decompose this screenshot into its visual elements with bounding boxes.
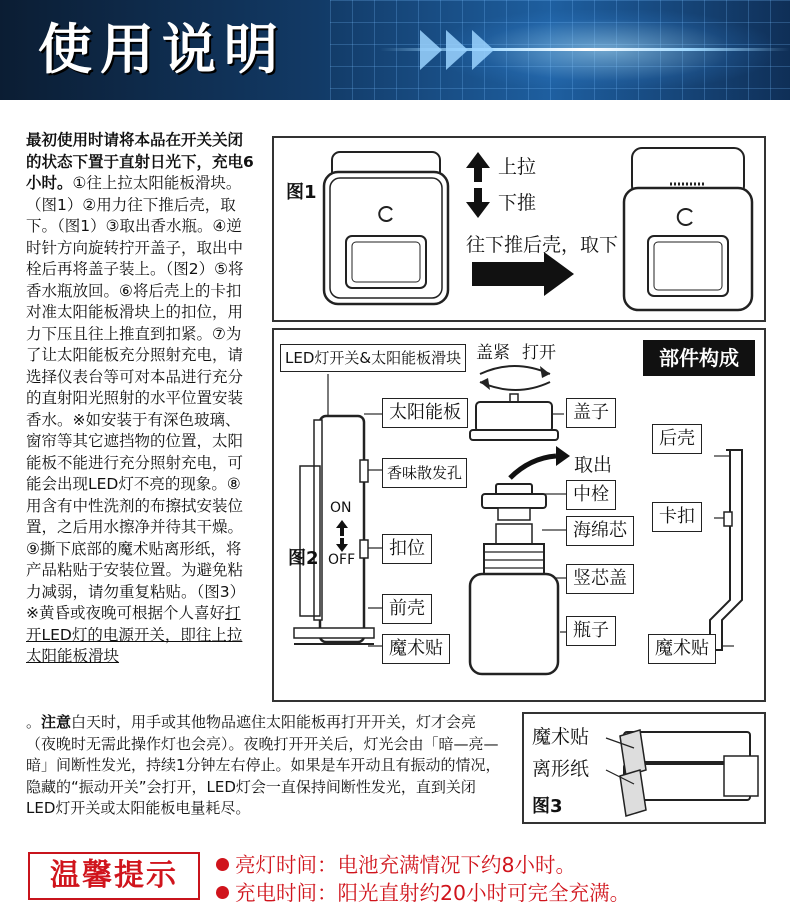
sponge-label: 海绵芯	[566, 516, 634, 546]
core-cap-label: 竖芯盖	[566, 564, 634, 594]
buckle-pos-label: 扣位	[382, 534, 432, 564]
figure1-panel	[272, 136, 766, 322]
figure3-panel	[522, 712, 766, 824]
parts-title: 部件构成	[643, 340, 755, 376]
bottle-label: 瓶子	[566, 616, 616, 646]
take-out-label: 取出	[574, 454, 613, 476]
tip-line-1-text: 亮灯时间：电池充满情况下约8小时。	[235, 853, 577, 877]
cap-tighten-label: 盖紧	[476, 343, 510, 363]
tip-line-2	[216, 876, 630, 906]
tip-line-2-text: 充电时间：阳光直射约20小时可完全充满。	[235, 881, 631, 905]
tip-line-1	[216, 848, 576, 878]
figure3-label: 图3	[532, 796, 563, 817]
stopper-label: 中栓	[566, 480, 616, 510]
note-body: 白天时，用手或其他物品遮住太阳能板再打开开关，灯才会亮（夜晚时无需此操作灯也会亮）。夜晚打开开关后，灯光会由「暗—亮—暗」间断性发光，持续1分钟左右停止。如果是车开动且有振动的情况，隐藏的“振动开关”会打开，LED灯会一直保持间断性发光，直到关闭LED灯开关或太阳能板电量耗尽。	[26, 713, 501, 817]
bullet-dot-icon	[216, 858, 229, 871]
figure2-panel	[272, 328, 766, 702]
instructions-underlined: 打开LED灯的电源开关，即往上拉太阳能板滑块	[26, 604, 243, 665]
cap-open-label: 打开	[522, 343, 556, 363]
velcro-label-right: 魔术贴	[648, 634, 716, 664]
off-label: OFF	[328, 552, 356, 568]
on-label: ON	[330, 500, 352, 516]
back-shell-label: 后壳	[652, 424, 702, 454]
figure2-label: 图2	[288, 548, 319, 569]
chevron-right-icon	[472, 30, 494, 70]
header-banner	[0, 0, 790, 100]
instructions-after-underline: 。	[26, 713, 42, 731]
instructions-intro: 最初使用时请将本品在开关关闭的状态下置于直射日光下，充电6小时。	[26, 131, 254, 192]
solar-panel-label: 太阳能板	[382, 398, 468, 428]
front-shell-label: 前壳	[382, 594, 432, 624]
page-title: 使用说明	[38, 18, 286, 81]
note-label: 注意	[41, 713, 72, 731]
chevron-right-icon	[420, 30, 442, 70]
push-down-label: 下推	[498, 192, 537, 214]
figure3-velcro-label: 魔术贴	[532, 726, 590, 748]
pull-up-label: 上拉	[498, 156, 537, 178]
clip-label: 卡扣	[652, 502, 702, 532]
bullet-dot-icon	[216, 886, 229, 899]
note-text	[26, 712, 502, 820]
led-switch-label: LED灯开关&太阳能板滑块	[280, 344, 466, 372]
figure3-release-paper-label: 离形纸	[532, 758, 590, 780]
chevron-right-icon	[446, 30, 468, 70]
velcro-label: 魔术贴	[382, 634, 450, 664]
tips-title: 温馨提示	[50, 858, 178, 893]
figure1-label: 图1	[286, 182, 317, 203]
instructions-text	[26, 130, 254, 668]
instructions-body: ①往上拉太阳能板滑块。（图1）②用力往下推后壳，取下。（图1）③取出香水瓶。④逆时针方向旋转拧开盖子，取出中栓后再将盖子装上。（图2）⑤将香水瓶放回。⑥将后壳上的卡扣对准太阳能板滑块上的扣位，用力下压且往上推直到扣紧。⑦为了让太阳能板充分照射充电，请选择仪表台等可对本品进行充分的直射阳光照射的水平位置安装香水。※如安装于有深色玻璃、窗帘等其它遮挡物的位置，太阳能板不能进行充分照射充电，可能会出现LED灯不亮的现象。⑧用含有中性洗剂的布擦拭安装位置，之后用水擦净并待其干燥。⑨撕下底部的魔术贴离形纸，将产品粘贴于安装位置。为避免粘力减弱，请勿重复粘贴。（图3）※黄昏或夜晚可根据个人喜好	[26, 174, 246, 622]
tips-title-box	[28, 852, 200, 900]
figure1-caption: 往下推后壳，取下	[466, 234, 619, 256]
scent-hole-label: 香味散发孔	[382, 458, 467, 488]
cap-label: 盖子	[566, 398, 616, 428]
